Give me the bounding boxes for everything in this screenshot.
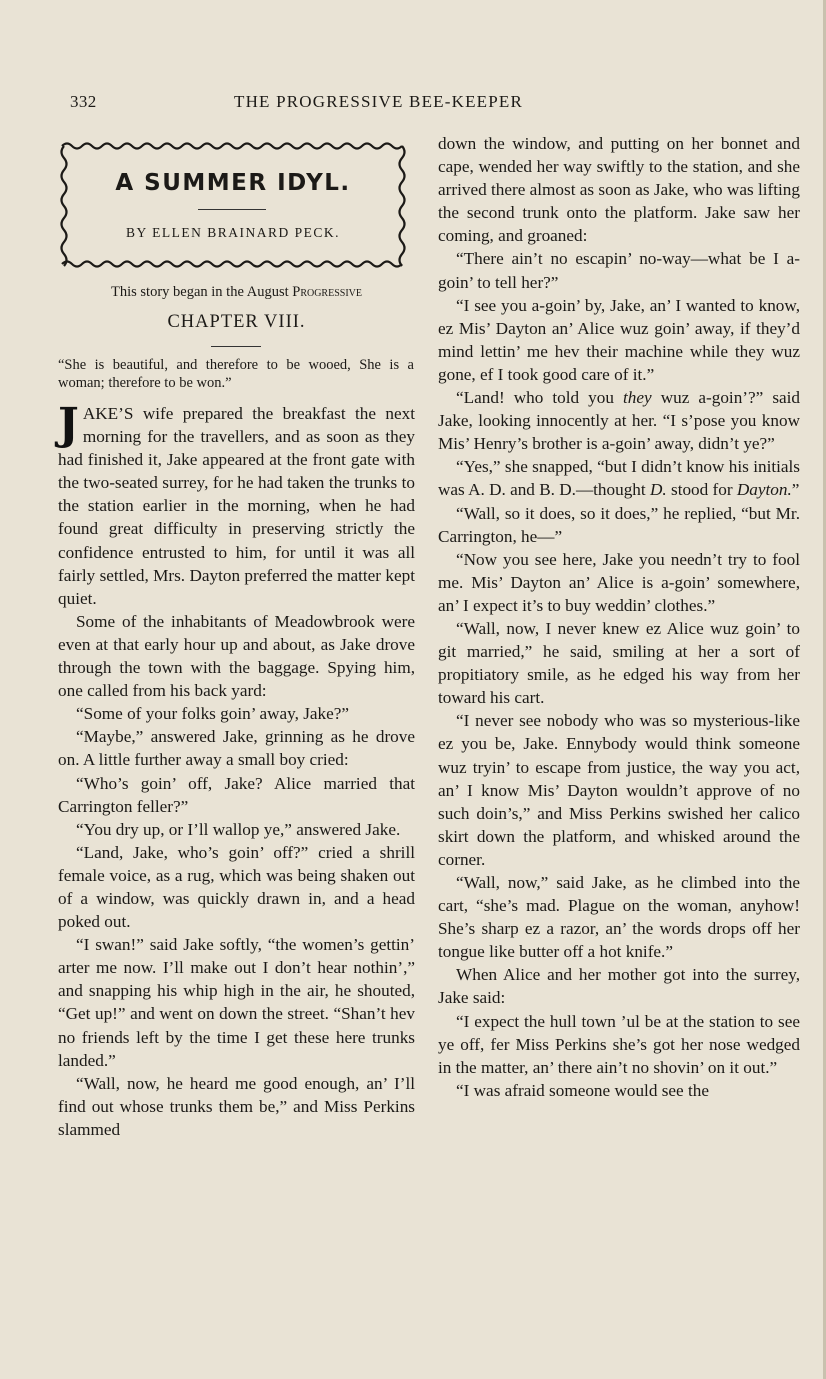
text-run: “Land! who told you xyxy=(456,388,614,408)
continued-note xyxy=(58,284,415,301)
continued-journal: Progressive xyxy=(292,284,362,300)
emphasis: D. xyxy=(649,480,667,500)
journal-title: THE PROGRESSIVE BEE-KEEPER xyxy=(234,92,524,111)
left-column xyxy=(58,399,415,1141)
paragraph: “You dry up, or I’ll wallop ye,” answered Jake. xyxy=(76,819,401,839)
paragraph: “I never see nobody who was so mysterious-like ez you be, Jake. Ennybody would think someone wuz tryin’ to escape from justice, the way you act, an’ I know Mis’ Dayton wouldn’t approve of no such doin’s,” and Miss Perkins swished her calico skirt down the platform, and whisked around the corner. xyxy=(438,711,800,869)
paragraph: “Wall, now, I never knew ez Alice wuz goin’ to git married,” he said, smiling at her a sort of propitiatory smile, as he edged his way from her toward his cart. xyxy=(438,618,800,708)
drop-cap: J xyxy=(58,399,79,450)
chapter-heading: CHAPTER VIII. xyxy=(167,312,306,332)
emphasis: they xyxy=(623,388,652,408)
paragraph: “I see you a-goin’ by, Jake, an’ I wanted to know, ez Mis’ Dayton an’ Alice wuz goin’ away, if they’d mind lettin’ me hev their machine while they wuz gone, ef I took good care of it.” xyxy=(438,295,800,384)
text-run: ” xyxy=(791,480,800,500)
paragraph: “Wall, now,” said Jake, as he climbed into the cart, “she’s mad. Plague on the woman, anyhow! She’s sharp ez a razor, an’ the words drops off her tongue like butter off a hot knife.” xyxy=(438,873,800,962)
paragraph: “Land, Jake, who’s goin’ off?” cried a shrill female voice, as a rug, which was being shaken out of a window, was quickly drawn in, and a head poked out. xyxy=(58,842,415,932)
chapter-divider xyxy=(211,346,261,347)
paragraph: “Some of your folks goin’ away, Jake?” xyxy=(76,704,350,724)
text-run: wuz a-goin’?” said Jake, looking innocently at her. “I s’pose you know Mis’ Henry’s brother is a-goin’ away, didn’t ye?” xyxy=(438,388,801,454)
paragraph: “Who’s goin’ off, Jake? Alice married that Carrington feller?” xyxy=(58,773,415,816)
paragraph: “I swan!” said Jake softly, “the women’s gettin’ arter me now. I’ll make out I don’t hear nothin’,” and snapping his whip high in the air, he shouted, “Get up!” and went on down the street. “Shan’t hev no friends left by the time I get these here trunks landed.” xyxy=(58,935,415,1070)
paragraph-text: wife prepared the breakfast the next morning for the travellers, and as soon as they had finished it, Jake appeared at the front gate with the two-seated surrey, for he had taken the trunks to the station earlier in the morning, when he had found great difficulty in preserving strictly the confidence entrusted to him, for until it was all fairly settled, Mrs. Dayton preferred the matter kept quiet. xyxy=(58,404,415,608)
paragraph xyxy=(58,399,415,610)
paragraph: Some of the inhabitants of Meadowbrook were even at that early hour up and about, as Jake drove through the town with the baggage. Spying him, one called from his back yard: xyxy=(58,611,415,701)
paragraph: “There ain’t no escapin’ no-way—what be I a-goin’ to tell her?” xyxy=(438,249,800,292)
paragraph: “Wall, so it does, so it does,” he replied, “but Mr. Carrington, he—” xyxy=(438,503,800,546)
paragraph: “I was afraid someone would see the xyxy=(456,1080,709,1100)
paragraph: “Now you see here, Jake you needn’t try to fool me. Mis’ Dayton an’ Alice is a-goin’ somewhere, an’ I expect it’s to buy weddin’ clothes.” xyxy=(438,549,800,615)
first-word: AKE’S xyxy=(82,404,134,423)
paragraph: down the window, and putting on her bonnet and cape, wended her way swiftly to the station, and she arrived there almost as soon as Jake, who was lifting the second trunk onto the platform. Jake saw her coming, and groaned: xyxy=(438,134,800,246)
right-column xyxy=(438,132,800,1102)
emphasis: Dayton. xyxy=(736,480,792,500)
title-divider xyxy=(198,209,266,210)
story-title: A SUMMER IDYL. xyxy=(115,170,351,196)
page-number: 332 xyxy=(70,92,97,111)
running-head xyxy=(70,92,800,114)
paragraph: When Alice and her mother got into the surrey, Jake said: xyxy=(438,965,800,1008)
text-run: stood for xyxy=(671,480,733,500)
decorative-wavy-border xyxy=(58,134,408,270)
paragraph xyxy=(438,455,800,501)
paragraph: “I expect the hull town ’ul be at the station to see ye off, fer Miss Perkins she’s got her nose wedged in the matter, an’ there ain’t no shovin’ on it out.” xyxy=(438,1011,800,1077)
continued-prefix: This story began in the August xyxy=(111,284,289,300)
paragraph xyxy=(438,386,800,455)
epigraph: “She is beautiful, and therefore to be wooed, She is a woman; therefore to be won.” xyxy=(58,357,414,391)
paragraph: “Maybe,” answered Jake, grinning as he drove on. A little further away a small boy cried: xyxy=(58,727,415,770)
paragraph: “Wall, now, he heard me good enough, an’ I’ll find out whose trunks them be,” and Miss Perkins slammed xyxy=(58,1073,415,1139)
byline: BY ELLEN BRAINARD PECK. xyxy=(125,225,340,240)
text-run: “Yes,” she snapped, “but I didn’t know his initials was A. D. and B. D.—thought xyxy=(438,457,800,500)
title-box xyxy=(58,134,408,270)
